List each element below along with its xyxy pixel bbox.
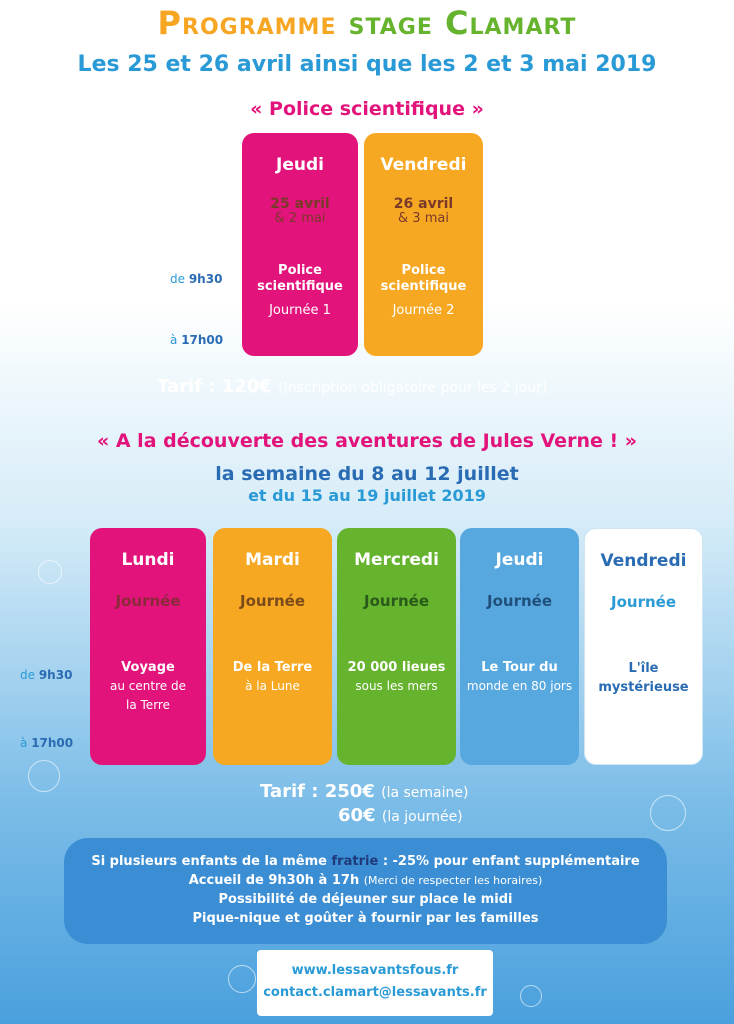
tarif-note: (la semaine) (381, 785, 469, 801)
info-line-4: Pique-nique et goûter à fournir par les familles (192, 911, 539, 926)
day-label: Vendredi (380, 155, 467, 175)
day-label: Mercredi (354, 550, 439, 570)
section1-title: « Police scientifique » (250, 98, 484, 120)
time-end-prefix: à (170, 333, 178, 347)
time-end-value: 17h00 (31, 736, 74, 750)
activity-sub-label: monde en 80 jors (466, 679, 573, 693)
day-card-vendredi (364, 133, 483, 356)
activity-label: Police scientifique (380, 263, 467, 294)
info-line-1a: Si plusieurs enfants de la même (91, 854, 327, 869)
activity-label: Police scientifique (257, 263, 343, 294)
info-line-1c: : -25% pour enfant supplémentaire (382, 854, 640, 869)
date-label: 26 avril (393, 196, 454, 212)
info-fratrie: fratrie (331, 854, 379, 869)
time-start-prefix: de (20, 668, 35, 682)
time-end-prefix: à (20, 736, 28, 750)
email-link[interactable]: contact.clamart@lessavants.fr (263, 985, 487, 1000)
time-end (170, 333, 223, 347)
journee-label: Journée 2 (392, 303, 455, 318)
journee-label: Journée (240, 592, 305, 610)
website-link[interactable]: www.lessavantsfous.fr (291, 963, 459, 978)
day-label: Lundi (121, 550, 175, 570)
time-start (170, 272, 222, 286)
activity-label: Voyage (121, 660, 175, 675)
journee-label: Journée 1 (269, 303, 331, 318)
info-line-2a: Accueil de 9h30h à 17h (188, 873, 360, 888)
journee-label: Journée (115, 592, 181, 610)
activity-label: De la Terre (232, 660, 313, 675)
tarif-value: 120€ (221, 376, 272, 397)
activity-sub-label: sous les mers (355, 679, 438, 693)
bubble-decoration (28, 760, 60, 792)
contact-box (257, 950, 493, 1016)
bubble-decoration (650, 795, 686, 831)
tarif-police (157, 376, 547, 397)
date-label-2: & 3 mai (398, 211, 449, 226)
date-label: 25 avril (270, 196, 330, 212)
title-word-programme: Programme (157, 4, 337, 42)
day-card-jeudi (460, 528, 579, 765)
time-start-2 (20, 668, 72, 682)
day-label: Mardi (245, 550, 300, 570)
activity-label: 20 000 lieues (347, 660, 446, 675)
section2-title: « A la découverte des aventures de Jules Verne ! » (96, 430, 638, 452)
bubble-decoration (520, 985, 542, 1007)
time-end-2 (20, 736, 73, 750)
day-label: Vendredi (600, 551, 687, 571)
day-label: Jeudi (276, 155, 324, 175)
activity-sub-label: à la Lune (245, 679, 300, 693)
activity-sub-label-2: la Terre (126, 698, 170, 712)
tarif-value: 250€ (324, 781, 375, 802)
time-start-value: 9h30 (38, 668, 73, 682)
tarif-label: Tarif : (157, 376, 216, 397)
title-word-stage: stage Clamart (348, 4, 577, 42)
info-line-2-note: (Merci de respecter les horaires) (363, 874, 543, 887)
time-start-prefix: de (170, 272, 185, 286)
page-title (0, 4, 734, 42)
date-label-2: & 2 mai (274, 211, 326, 226)
activity-sub-label: au centre de (110, 679, 186, 693)
activity-label: Le Tour du (481, 660, 558, 675)
tarif-note: (Inscription obligatoire pour les 2 jour) (278, 380, 548, 396)
tarif-jules-verne (260, 781, 468, 802)
activity-label: L'île mystérieuse (598, 661, 689, 695)
tarif-note-2: (la journée) (381, 809, 463, 825)
journee-label: Journée (487, 592, 552, 610)
time-end-value: 17h00 (181, 333, 224, 347)
tarif-value-2: 60€ (338, 805, 376, 826)
journee-label: Journée (364, 592, 429, 610)
tarif-journee (338, 805, 463, 826)
info-box (64, 838, 667, 944)
day-label: Jeudi (495, 550, 544, 570)
day-card-vendredi (584, 528, 703, 765)
day-card-mercredi (337, 528, 456, 765)
week-line-2: et du 15 au 19 juillet 2019 (248, 486, 486, 505)
time-start-value: 9h30 (188, 272, 223, 286)
info-line-3: Possibilité de déjeuner sur place le midi (218, 892, 513, 907)
journee-label: Journée (611, 593, 676, 611)
info-line-1 (64, 852, 667, 871)
day-card-jeudi (242, 133, 358, 356)
day-card-lundi (90, 528, 206, 765)
bubble-decoration (38, 560, 62, 584)
bubble-decoration (228, 965, 256, 993)
info-line-2 (64, 871, 667, 890)
tarif-label: Tarif : (260, 781, 319, 802)
week-line-1: la semaine du 8 au 12 juillet (215, 463, 519, 485)
day-card-mardi (213, 528, 332, 765)
page-subtitle: Les 25 et 26 avril ainsi que les 2 et 3 mai 2019 (77, 52, 657, 77)
